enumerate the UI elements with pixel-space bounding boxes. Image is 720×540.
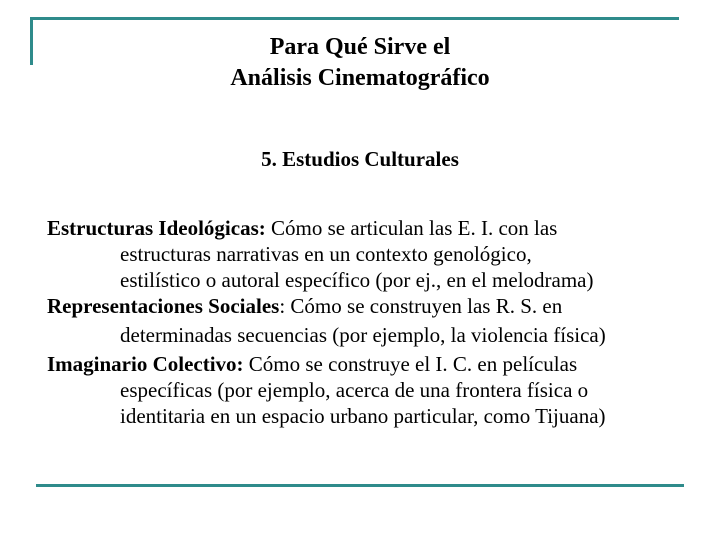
item-estructuras-ideologicas xyxy=(47,215,687,293)
title-line-1: Para Qué Sirve el xyxy=(269,34,451,60)
frame-top-rule xyxy=(30,17,679,20)
item-text: específicas (por ejemplo, acerca de una frontera física o xyxy=(120,378,589,402)
item-representaciones-sociales xyxy=(47,293,687,351)
slide-subtitle: 5. Estudios Culturales xyxy=(261,147,459,171)
item-text: Cómo se construye el I. C. en películas xyxy=(243,352,578,376)
item-text: determinadas secuencias (por ejemplo, la violencia física) xyxy=(120,323,606,347)
item-text: : Cómo se construyen las R. S. en xyxy=(279,294,563,318)
item-imaginario-colectivo xyxy=(47,351,687,429)
slide-title xyxy=(0,32,720,94)
frame-bottom-rule xyxy=(36,484,684,487)
item-text: estilístico o autoral específico (por ej., en el melodrama) xyxy=(120,268,594,292)
item-text: Cómo se articulan las E. I. con las xyxy=(265,216,558,240)
item-text: identitaria en un espacio urbano particular, como Tijuana) xyxy=(120,404,606,428)
item-label: Imaginario Colectivo: xyxy=(47,352,244,376)
item-label: Estructuras Ideológicas: xyxy=(47,216,266,240)
slide-body xyxy=(47,215,687,429)
item-text: estructuras narrativas en un contexto genológico, xyxy=(120,242,532,266)
title-line-2: Análisis Cinematográfico xyxy=(230,65,490,91)
item-label: Representaciones Sociales xyxy=(47,294,280,318)
